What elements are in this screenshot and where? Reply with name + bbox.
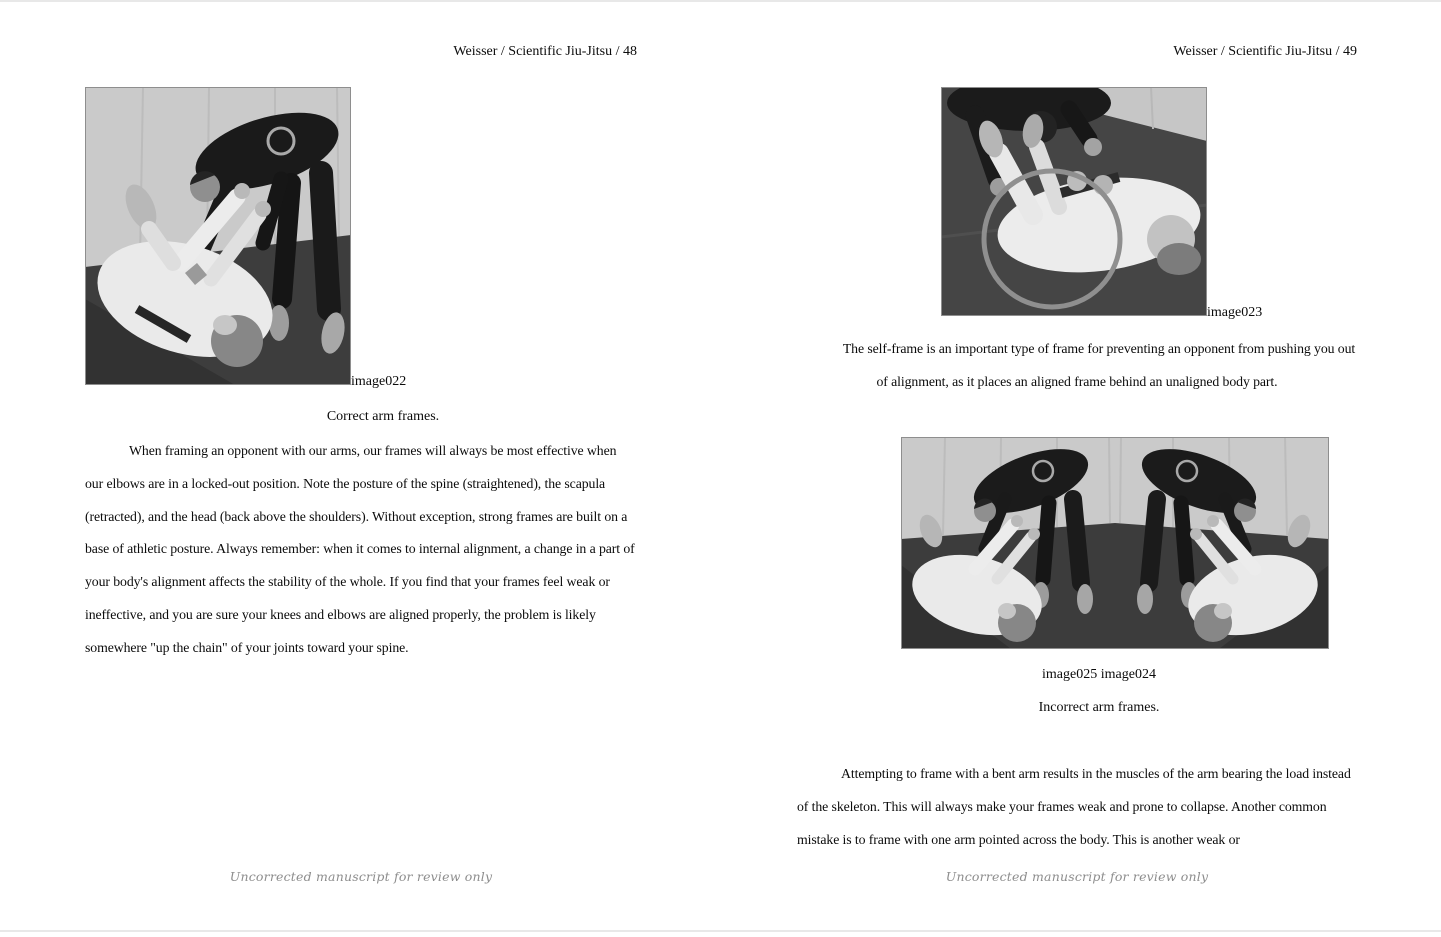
review-footer: Uncorrected manuscript for review only [945, 869, 1209, 884]
figure-label: image022 [351, 374, 407, 389]
viewer-bottom-edge [0, 930, 1441, 932]
body-paragraph: Attempting to frame with a bent arm results in the muscles of the arm bearing the load instead of the skeleton. This will always make your frames weak and prone to collapse. Another common mistake is to frame with one arm pointed across the body. This is another weak or [797, 766, 1351, 847]
page-49 [797, 0, 1357, 937]
page-header: Weisser / Scientific Jiu-Jitsu / 49 [1173, 44, 1357, 59]
figure-caption: Correct arm frames. [326, 409, 440, 424]
photo-image025-image024[interactable] [901, 437, 1329, 649]
figure-image022 [85, 87, 406, 390]
body-paragraph: When framing an opponent with our arms, our frames will always be most effective when our elbows are in a locked-out position. Note the posture of the spine (straightened), the scapula (retracted), and the head (back above the shoulders). Without exception, strong frames are built on a base of athletic posture. Always remember: when it comes to internal alignment, a change in a part of your body's alignment affects the stability of the whole. If you find that your frames feel weak or ineffective, and you are sure your knees and elbows are aligned properly, the problem is likely somewhere "up the chain" of your joints toward your spine. [85, 443, 635, 655]
figure-caption: Incorrect arm frames. [1038, 700, 1160, 715]
figure-label: image023 [1207, 305, 1263, 320]
page-48 [85, 0, 637, 937]
page-header: Weisser / Scientific Jiu-Jitsu / 48 [453, 44, 637, 59]
photo-image022[interactable] [85, 87, 351, 385]
review-footer: Uncorrected manuscript for review only [229, 869, 493, 884]
body-paragraph: The self-frame is an important type of frame for preventing an opponent from pushing you out of alignment, as it places an aligned frame behind an unaligned body part. [842, 341, 1356, 389]
figure-labels: image025 image024 [1042, 667, 1156, 682]
figure-image025-image024 [901, 437, 1329, 654]
photo-image023[interactable] [941, 87, 1207, 316]
figure-image023 [941, 87, 1262, 321]
